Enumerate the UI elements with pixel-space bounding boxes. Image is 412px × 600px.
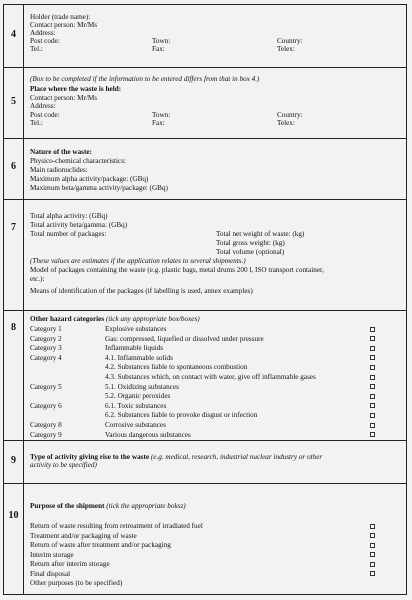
hazard-description: 5.1. Oxidizing substances	[105, 382, 179, 391]
hazard-checkbox[interactable]	[370, 365, 375, 370]
purpose-checkbox[interactable]	[370, 552, 375, 557]
town-label: Town:	[152, 111, 171, 119]
purpose-option-label: Return of waste resulting from retreatment of irradiated fuel	[30, 522, 203, 530]
purpose-option-label: Treatment and/or packaging of waste	[30, 531, 137, 540]
purpose-checkbox[interactable]	[370, 571, 375, 576]
hazard-category-label: Category 8	[30, 421, 62, 429]
max-alpha-label: Maximum alpha activity/package: (GBq)	[30, 175, 149, 183]
hazard-description: Inflammable liquids	[105, 344, 164, 353]
holder-label: Holder (trade name):	[30, 13, 91, 21]
hazard-checkbox[interactable]	[370, 413, 375, 418]
box-number: 8	[4, 311, 24, 440]
hazard-description: Gas: compressed, liquefied or dissolved under pressure	[105, 334, 264, 343]
box5-note: (Box to be completed if the information to be entered differs from that in box 4.)	[30, 75, 260, 83]
box-6-nature	[3, 138, 407, 200]
purpose-checkbox[interactable]	[370, 562, 375, 567]
purpose-title: Purpose of the shipment (tick the appropriate boksz)	[30, 502, 186, 510]
hazard-checkbox[interactable]	[370, 423, 375, 428]
telex-label: Telex:	[277, 45, 295, 53]
hazard-description: 6.2. Substances liable to provoke disgust or infection	[105, 411, 258, 420]
box-number: 4	[4, 5, 24, 67]
box-4-holder	[3, 4, 407, 68]
town-label: Town:	[152, 37, 171, 45]
address-label: Address:	[30, 102, 56, 110]
hazard-checkbox[interactable]	[370, 336, 375, 341]
activity-type-note: activity to be specified)	[30, 461, 97, 469]
nature-title: Nature of the waste:	[30, 148, 92, 156]
hazard-category-label: Category 2	[30, 334, 62, 343]
tel-label: Tel.:	[30, 119, 43, 127]
hazard-checkbox[interactable]	[370, 375, 375, 380]
box-8-hazard	[3, 310, 407, 441]
post-code-label: Post code:	[30, 37, 60, 45]
characteristics-label: Physico-chemical characteristics:	[30, 157, 126, 165]
fax-label: Fax:	[152, 45, 165, 53]
hazard-category-label: Category 9	[30, 430, 62, 439]
contact-label: Contact person: Mr/Ms	[30, 94, 98, 102]
hazard-checkbox[interactable]	[370, 432, 375, 437]
purpose-option-label: Return of waste after treatment and/or packaging	[30, 541, 171, 549]
gross-weight-label: Total gross weight: (kg)	[216, 239, 285, 247]
hazard-description: 5.2. Organic peroxides	[105, 392, 171, 401]
hazard-description: 6.1. Toxic substances	[105, 401, 167, 410]
volume-label: Total volume (optional)	[216, 248, 285, 256]
estimates-note: (These values are estimates if the application relates to several shipments.)	[30, 257, 246, 265]
hazard-description: Explosive substances	[105, 325, 167, 333]
box-10-purpose	[3, 483, 407, 595]
hazard-checkbox[interactable]	[370, 394, 375, 399]
address-label: Address:	[30, 29, 56, 37]
tel-label: Tel.:	[30, 45, 43, 53]
hazard-checkbox[interactable]	[370, 327, 375, 332]
hazard-description: 4.3. Substances which, on contact with water, give off inflammable gases	[105, 373, 316, 381]
hazard-category-label: Category 1	[30, 325, 62, 333]
fax-label: Fax:	[152, 119, 165, 127]
purpose-checkbox[interactable]	[370, 543, 375, 548]
package-model-label: Model of packages containing the waste (e.g. plastic bags, metal drums 200 l, ISO transport container,	[30, 266, 324, 274]
purpose-option-label: Final disposal	[30, 569, 71, 578]
box-7-activity	[3, 199, 407, 311]
radionuclides-label: Main radionuclides:	[30, 166, 88, 174]
identification-label: Means of identification of the packages (if labelling is used, annex examples)	[30, 287, 253, 295]
purpose-option-label: Return after interim storage	[30, 560, 110, 568]
hazard-category-label: Category 3	[30, 344, 62, 353]
hazard-description: Various dangerous substances	[105, 430, 191, 439]
place-title: Place where the waste is held:	[30, 85, 122, 93]
purpose-checkbox[interactable]	[370, 533, 375, 538]
hazard-description: 4.1. Inflammable solids	[105, 353, 173, 362]
hazard-category-label: Category 6	[30, 401, 62, 410]
total-packages-label: Total number of packages:	[30, 230, 107, 238]
telex-label: Telex:	[277, 119, 295, 127]
hazard-description: 4.2. Substances liable to spontaneous combustion	[105, 363, 248, 372]
box-number: 7	[4, 200, 24, 310]
box-9-activity-type	[3, 440, 407, 484]
box-number: 5	[4, 68, 24, 138]
net-weight-label: Total net weight of waste: (kg)	[216, 230, 305, 238]
contact-label: Contact person: Mr/Ms	[30, 21, 98, 29]
hazard-title: Other hazard categories (tick any appropriate box/boxes)	[30, 315, 200, 323]
purpose-checkbox[interactable]	[370, 524, 375, 529]
max-beta-label: Maximum beta/gamma activity/package: (GBq)	[30, 184, 168, 192]
hazard-category-label: Category 5	[30, 382, 62, 391]
total-alpha-label: Total alpha activity: (GBq)	[30, 212, 108, 220]
post-code-label: Post code:	[30, 111, 60, 119]
box-number: 6	[4, 139, 24, 199]
country-label: Country:	[277, 111, 303, 119]
hazard-checkbox[interactable]	[370, 384, 375, 389]
box-number: 9	[4, 441, 24, 483]
hazard-category-label: Category 4	[30, 353, 62, 362]
hazard-checkbox[interactable]	[370, 355, 375, 360]
box-number: 10	[4, 484, 24, 594]
box-5-place	[3, 67, 407, 139]
activity-type-title: Type of activity giving rise to the waste (e.g. medical, research, industrial nuclear industry or other	[30, 453, 323, 461]
hazard-description: Corrosive substances	[105, 421, 166, 429]
purpose-option-label: Interim storage	[30, 550, 74, 559]
package-model-cont: etc.):	[30, 275, 45, 283]
hazard-checkbox[interactable]	[370, 403, 375, 408]
country-label: Country:	[277, 37, 303, 45]
hazard-checkbox[interactable]	[370, 346, 375, 351]
purpose-option-label: Other purposes (to be specified)	[30, 579, 123, 587]
total-beta-label: Total activity beta/gamma: (GBq)	[30, 221, 128, 229]
